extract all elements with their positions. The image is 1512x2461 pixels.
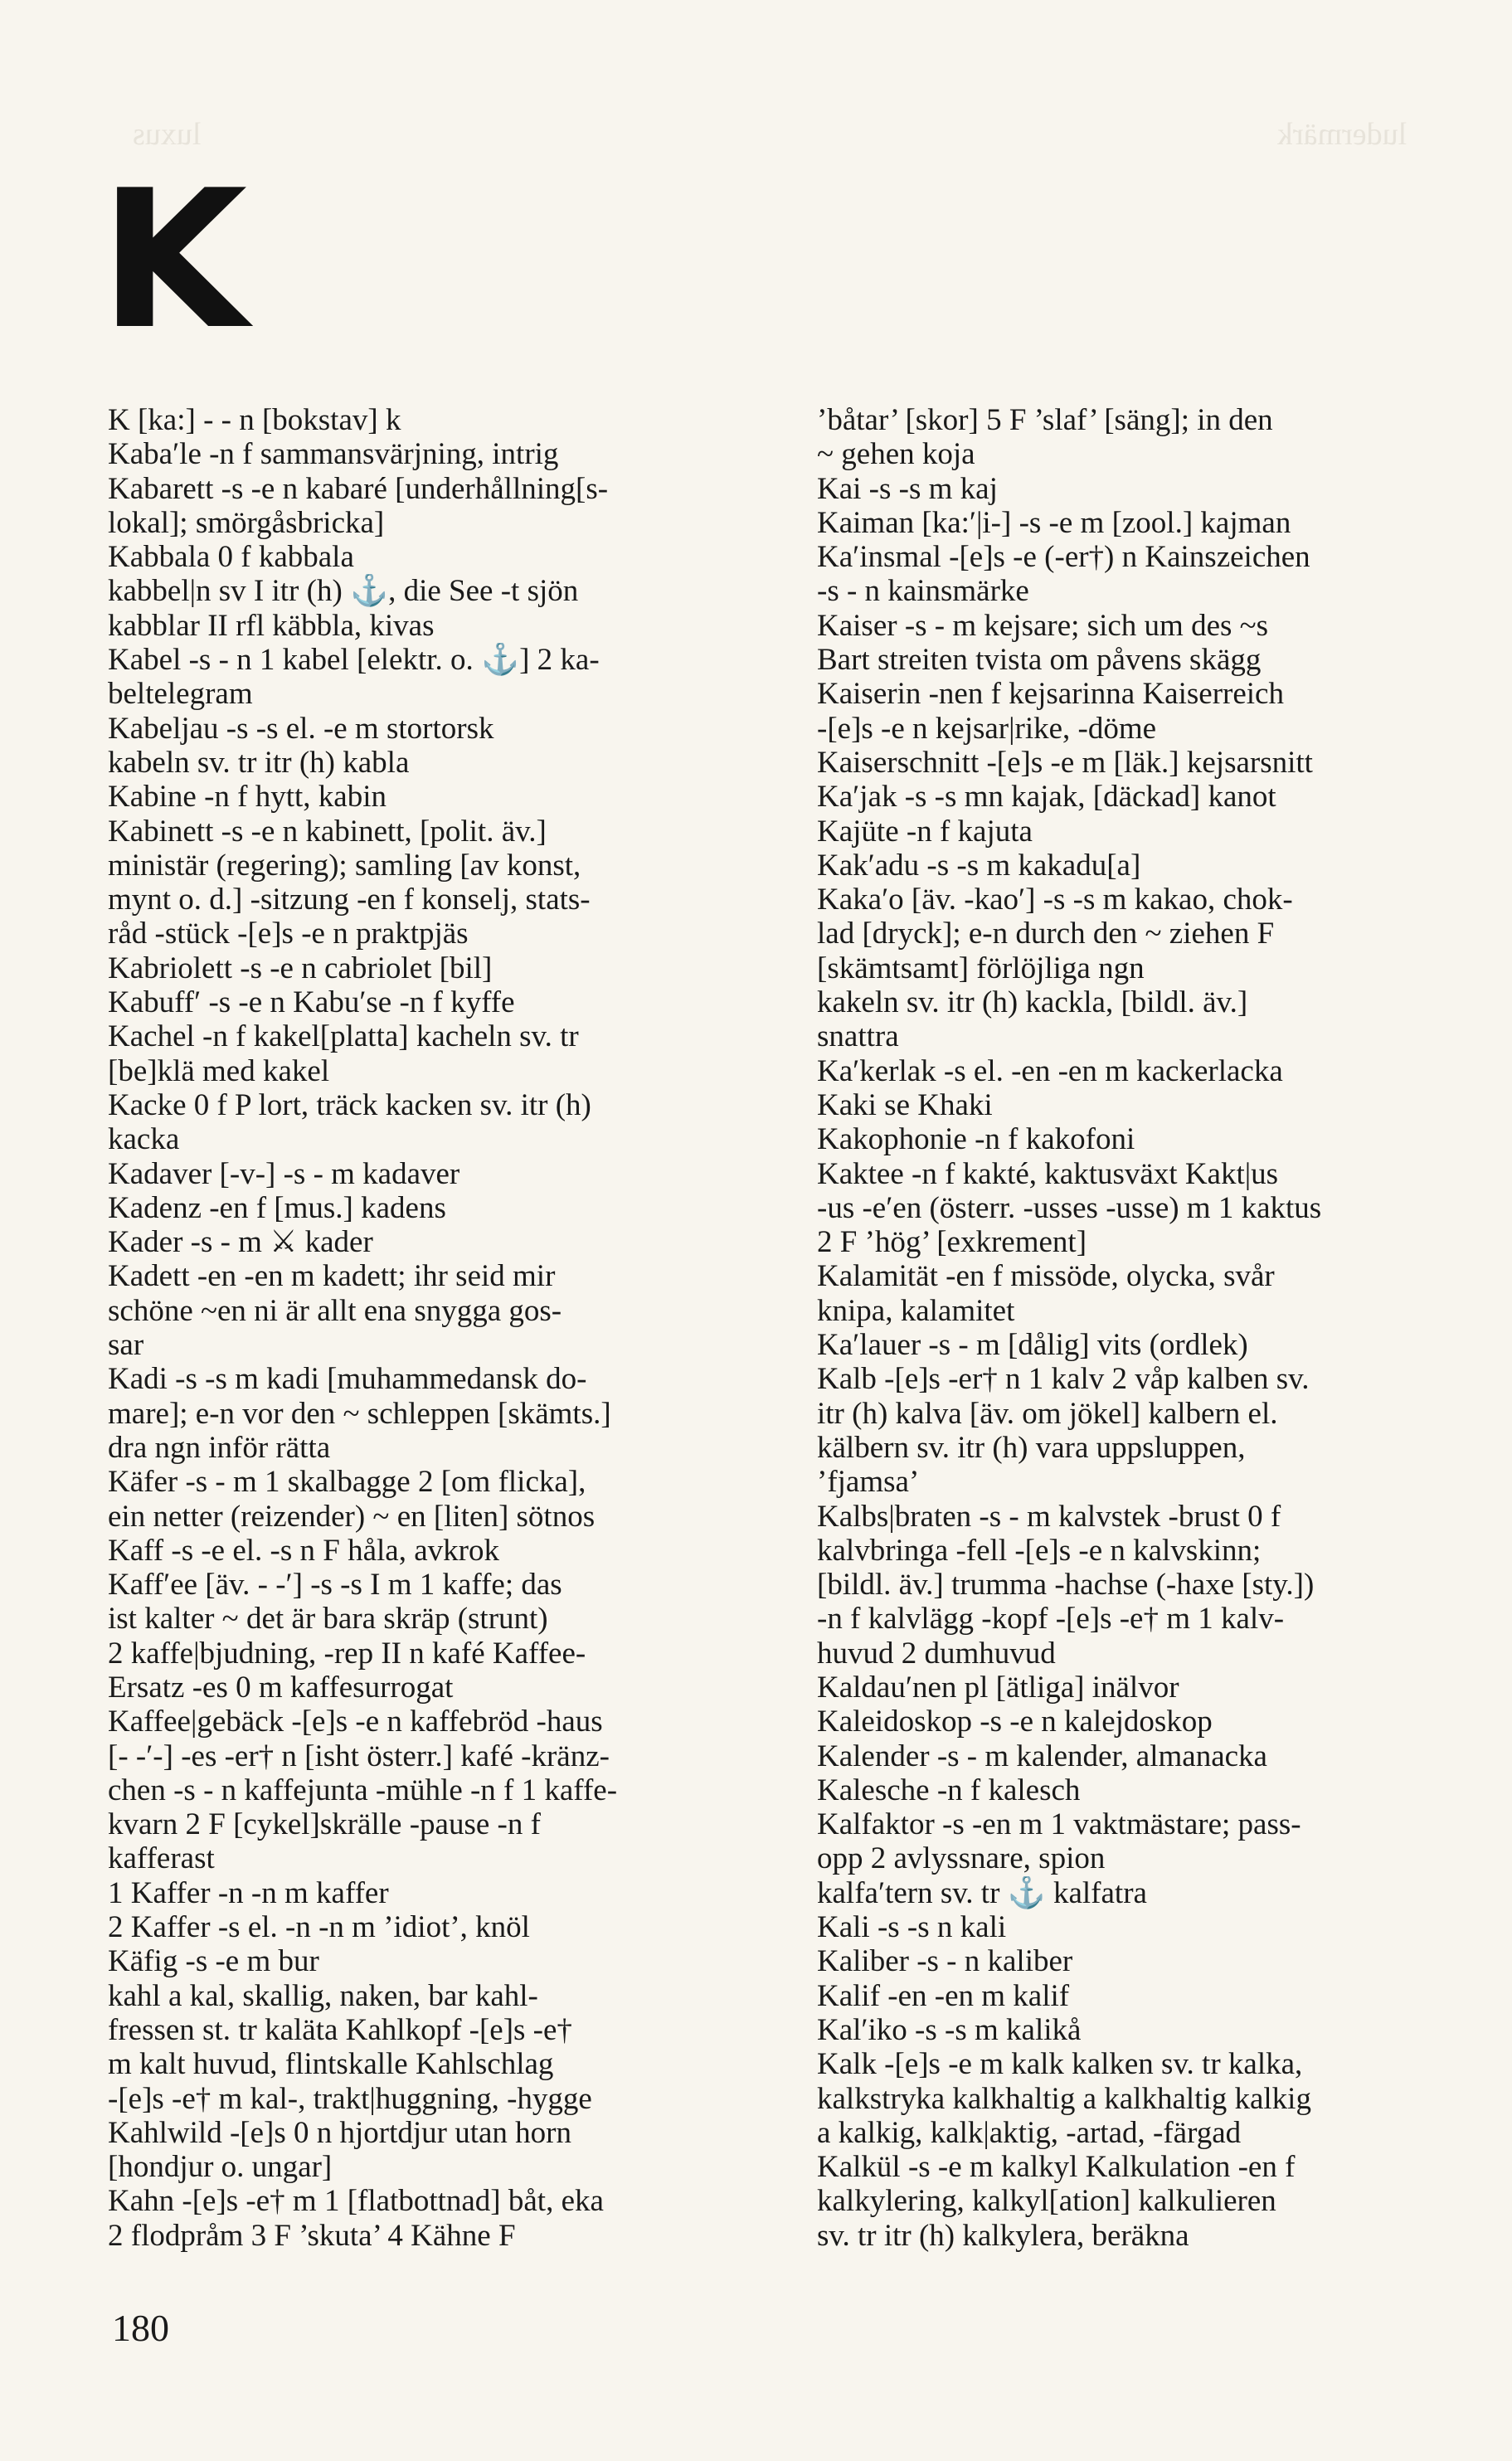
entry-line: -[e]s -e† m kal-, trakt|huggning, -hygge [108, 2081, 592, 2116]
entry-line: Kaff -s -e el. -s n F håla, avkrok [108, 1533, 499, 1568]
entry-line: snattra [817, 1019, 899, 1054]
entry-line: Kabarett -s -e n kabaré [underhållning[s- [108, 471, 609, 506]
entry-line: Kadaver [-v-] -s - m kadaver [108, 1156, 460, 1191]
entry-line: Kabriolett -s -e n cabriolet [bil] [108, 951, 493, 985]
entry-line: Kadi -s -s m kadi [muhammedansk do- [108, 1362, 587, 1397]
entry-line: schöne ~en ni är allt ena snygga gos- [108, 1293, 562, 1328]
entry-line: Kalesche -n f kalesch [817, 1773, 1081, 1807]
entry-line: -s - n kainsmärke [817, 574, 1029, 609]
entry-line: Kachel -n f kakel[platta] kacheln sv. tr [108, 1019, 579, 1054]
entry-line: kvarn 2 F [cykel]skrälle -pause -n f [108, 1807, 541, 1842]
entry-line: Kabine -n f hytt, kabin [108, 780, 387, 815]
entry-line: Kakophonie -n f kakofoni [817, 1122, 1135, 1157]
entry-line: K [ka:] - - n [bokstav] k [108, 403, 401, 437]
entry-line: Kali -s -s n kali [817, 1910, 1007, 1945]
entry-line: Kaffee|gebäck -[e]s -e n kaffebröd -haus [108, 1705, 603, 1739]
entry-line: Kalb -[e]s -er† n 1 kalv 2 våp kalben sv. [817, 1362, 1310, 1397]
entry-line: ist kalter ~ det är bara skräp (strunt) [108, 1602, 548, 1637]
entry-line: Kalk -[e]s -e m kalk kalken sv. tr kalka, [817, 2047, 1303, 2082]
entry-line: chen -s - n kaffejunta -mühle -n f 1 kaffe- [108, 1773, 618, 1807]
entry-line: [- -′-] -es -er† n [isht österr.] kafé -kränz- [108, 1739, 610, 1773]
entry-line: ~ gehen koja [817, 437, 975, 472]
entry-line: sv. tr itr (h) kalkylera, beräkna [817, 2218, 1189, 2253]
entry-line: Kalfaktor -s -en m 1 vaktmästare; pass- [817, 1807, 1301, 1842]
entry-line: Kalkül -s -e m kalkyl Kalkulation -en f [817, 2150, 1296, 2185]
entry-line: Bart streiten tvista om påvens skägg [817, 643, 1262, 678]
entry-line: kalkstryka kalkhaltig a kalkhaltig kalkig [817, 2081, 1311, 2116]
entry-line: Kaiserschnitt -[e]s -e m [läk.] kejsarsnitt [817, 745, 1313, 780]
entry-line: kacka [108, 1122, 180, 1157]
entry-line: ’fjamsa’ [817, 1465, 920, 1500]
entry-line: kälbern sv. itr (h) vara uppsluppen, [817, 1430, 1246, 1465]
entry-line: mare]; e-n vor den ~ schleppen [skämts.] [108, 1396, 611, 1431]
entry-line: Kadett -en -en m kadett; ihr seid mir [108, 1259, 556, 1294]
entry-line: kabeln sv. tr itr (h) kabla [108, 745, 410, 780]
entry-line: Ka′insmal -[e]s -e (-er†) n Kainszeichen [817, 540, 1310, 575]
entry-line: Kaiser -s - m kejsare; sich um des ~s [817, 608, 1269, 643]
entry-line: 2 Kaffer -s el. -n -n m ’idiot’, knöl [108, 1910, 530, 1945]
entry-line: 2 kaffe|bjudning, -rep II n kafé Kaffee- [108, 1636, 586, 1671]
entry-line: kalvbringa -fell -[e]s -e n kalvskinn; [817, 1533, 1262, 1568]
entry-line: Kadenz -en f [mus.] kadens [108, 1190, 446, 1225]
entry-line: -n f kalvlägg -kopf -[e]s -e† m 1 kalv- [817, 1602, 1285, 1637]
entry-line: m kalt huvud, flintskalle Kahlschlag [108, 2047, 554, 2082]
entry-line: 2 F ’hög’ [exkrement] [817, 1225, 1087, 1260]
entry-line: huvud 2 dumhuvud [817, 1636, 1056, 1671]
entry-line: -us -e′en (österr. -usses -usse) m 1 kaktus [817, 1190, 1322, 1225]
entry-line: råd -stück -[e]s -e n praktpjäs [108, 917, 469, 951]
entry-line: [bildl. äv.] trumma -hachse (-haxe [sty.]) [817, 1568, 1315, 1603]
show-through-text: luxus [133, 117, 202, 152]
entry-line: Ka′lauer -s - m [dålig] vits (ordlek) [817, 1328, 1248, 1363]
entry-line: Kaiserin -nen f kejsarinna Kaiserreich [817, 677, 1284, 712]
entry-line: opp 2 avlyssnare, spion [817, 1841, 1106, 1876]
entry-line: Kalender -s - m kalender, almanacka [817, 1739, 1267, 1773]
entry-line: Kaff′ee [äv. - -′] -s -s I m 1 kaffe; das [108, 1568, 562, 1603]
entry-line: Kalif -en -en m kalif [817, 1978, 1070, 2013]
left-column [108, 403, 771, 2253]
entry-line: Kai -s -s m kaj [817, 471, 998, 506]
entry-line: Kaka′o [äv. -kao′] -s -s m kakao, chok- [817, 883, 1293, 917]
entry-line: lad [dryck]; e-n durch den ~ ziehen F [817, 917, 1275, 951]
entry-line: kafferast [108, 1841, 215, 1876]
entry-line: [skämtsamt] förlöjliga ngn [817, 951, 1145, 985]
entry-line: lokal]; smörgåsbricka] [108, 505, 385, 540]
entry-line: fressen st. tr kaläta Kahlkopf -[e]s -e† [108, 2012, 572, 2047]
entry-line: Kaktee -n f kakté, kaktusväxt Kakt|us [817, 1156, 1279, 1191]
section-letter: K [100, 150, 248, 372]
entry-line: sar [108, 1328, 144, 1363]
entry-line: [be]klä med kakel [108, 1053, 330, 1088]
entry-line: Kajüte -n f kajuta [817, 814, 1033, 849]
entry-line: [hondjur o. ungar] [108, 2150, 333, 2185]
entry-line: Kaleidoskop -s -e n kalejdoskop [817, 1705, 1213, 1739]
entry-line: Kabuff′ -s -e n Kabu′se -n f kyffe [108, 985, 515, 1020]
entry-line: kakeln sv. itr (h) kackla, [bildl. äv.] [817, 985, 1248, 1020]
right-column [817, 403, 1480, 2253]
entry-line: ministär (regering); samling [av konst, [108, 848, 581, 883]
entry-line: -[e]s -e n kejsar|rike, -döme [817, 711, 1157, 746]
entry-line: Kabinett -s -e n kabinett, [polit. äv.] [108, 814, 547, 849]
entry-line: Kalbs|braten -s - m kalvstek -brust 0 f [817, 1499, 1281, 1534]
entry-line: Kaba′le -n f sammansvärjning, intrig [108, 437, 559, 472]
entry-line: 2 flodpråm 3 F ’skuta’ 4 Kähne F [108, 2218, 516, 2253]
entry-line: Ka′jak -s -s mn kajak, [däckad] kanot [817, 780, 1276, 815]
entry-line: itr (h) kalva [äv. om jökel] kalbern el. [817, 1396, 1278, 1431]
entry-line: Kaiman [ka:′|i-] -s -e m [zool.] kajman [817, 505, 1291, 540]
entry-line: kabbel|n sv I itr (h) ⚓, die See -t sjön [108, 574, 579, 609]
entry-line: ’båtar’ [skor] 5 F ’slaf’ [säng]; in den [817, 403, 1273, 437]
entry-line: Kal′iko -s -s m kalikå [817, 2012, 1082, 2047]
entry-line: Kahn -[e]s -e† m 1 [flatbottnad] båt, eka [108, 2184, 604, 2219]
entry-line: kabblar II rfl käbbla, kivas [108, 608, 435, 643]
show-through-text: ludermärk [1277, 117, 1407, 152]
entry-line: Käfer -s - m 1 skalbagge 2 [om flicka], [108, 1465, 586, 1500]
entry-line: Käfig -s -e m bur [108, 1944, 319, 1979]
entry-line: beltelegram [108, 677, 253, 712]
entry-line: kalfa′tern sv. tr ⚓ kalfatra [817, 1875, 1147, 1910]
entry-line: knipa, kalamitet [817, 1293, 1015, 1328]
page-number: 180 [112, 2307, 169, 2349]
entry-line: mynt o. d.] -sitzung -en f konselj, stats- [108, 883, 591, 917]
entry-line: Kahlwild -[e]s 0 n hjortdjur utan horn [108, 2115, 571, 2150]
entry-line: 1 Kaffer -n -n m kaffer [108, 1875, 389, 1910]
entry-line: Kacke 0 f P lort, träck kacken sv. itr (h) [108, 1087, 591, 1122]
entry-line: Kaki se Khaki [817, 1087, 993, 1122]
entry-line: Ka′kerlak -s el. -en -en m kackerlacka [817, 1053, 1283, 1088]
entry-line: Kaliber -s - n kaliber [817, 1944, 1073, 1979]
entry-line: Ersatz -es 0 m kaffesurrogat [108, 1670, 454, 1705]
entry-line: ein netter (reizender) ~ en [liten] sötnos [108, 1499, 596, 1534]
entry-line: a kalkig, kalk|aktig, -artad, -färgad [817, 2115, 1242, 2150]
entry-line: kalkylering, kalkyl[ation] kalkulieren [817, 2184, 1276, 2219]
entry-line: Kabbala 0 f kabbala [108, 540, 354, 575]
entry-line: kahl a kal, skallig, naken, bar kahl- [108, 1978, 538, 2013]
entry-line: dra ngn inför rätta [108, 1430, 331, 1465]
entry-line: Kaldau′nen pl [ätliga] inälvor [817, 1670, 1179, 1705]
entry-line: Kader -s - m ⚔ kader [108, 1225, 373, 1260]
entry-line: Kak′adu -s -s m kakadu[a] [817, 848, 1141, 883]
entry-line: Kabeljau -s -s el. -e m stortorsk [108, 711, 494, 746]
entry-line: Kalamität -en f missöde, olycka, svår [817, 1259, 1275, 1294]
entry-line: Kabel -s - n 1 kabel [elektr. o. ⚓] 2 ka- [108, 643, 600, 678]
